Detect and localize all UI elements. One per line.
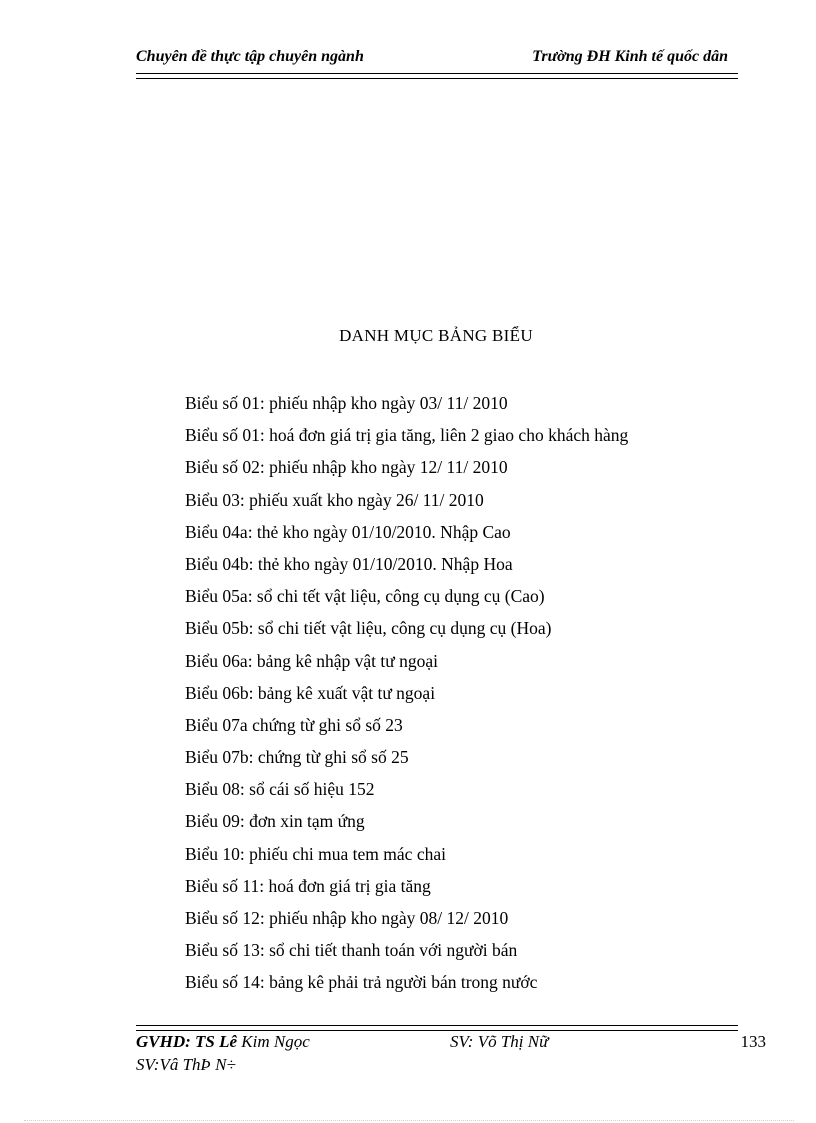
- list-item: Biểu 05a: sổ chi tết vật liệu, công cụ dụng cụ (Cao): [185, 586, 545, 607]
- list-item: Biểu 04b: thẻ kho ngày 01/10/2010. Nhập Hoa: [185, 553, 513, 574]
- page-title: DANH MỤC BẢNG BIỂU: [339, 326, 533, 345]
- list-item: Biểu số 11: hoá đơn giá trị gia tăng: [185, 875, 431, 896]
- list-item: Biểu 04a: thẻ kho ngày 01/10/2010. Nhập Cao: [185, 521, 511, 542]
- student-name-center: SV: Võ Thị Nữ: [450, 1032, 549, 1051]
- list-item: Biểu 06b: bảng kê xuất vật tư ngoại: [185, 682, 436, 703]
- footer-rule: [136, 1025, 738, 1031]
- list-item: Biểu số 12: phiếu nhập kho ngày 08/ 12/ 2010: [185, 908, 509, 928]
- list-item: Biểu 03: phiếu xuất kho ngày 26/ 11/ 2010: [185, 489, 484, 510]
- list-item: Biểu số 01: hoá đơn giá trị gia tăng, liên 2 giao cho khách hàng: [185, 425, 629, 446]
- supervisor-line: [136, 1032, 310, 1052]
- list-item: Biểu số 02: phiếu nhập kho ngày 12/ 11/ 2010: [185, 457, 508, 478]
- list-item: Biểu 06a: bảng kê nhập vật tư ngoại: [185, 650, 438, 671]
- list-item: Biểu 08: sổ cái số hiệu 152: [185, 779, 375, 800]
- header-rule: [136, 73, 738, 79]
- page-number: 133: [740, 1032, 766, 1051]
- supervisor-name: Kim Ngọc: [237, 1032, 310, 1051]
- supervisor-label: GVHD: TS Lê: [136, 1032, 238, 1051]
- list-item: Biểu 07b: chứng từ ghi sổ số 25: [185, 747, 409, 768]
- list-item: Biểu số 13: sổ chi tiết thanh toán với người bán: [185, 940, 518, 961]
- table-list: [185, 391, 628, 1003]
- header-right-text: Trường ĐH Kinh tế quốc dân: [532, 48, 728, 65]
- list-item: Biểu 05b: sổ chi tiết vật liệu, công cụ dụng cụ (Hoa): [185, 618, 552, 639]
- list-item: Biểu 07a chứng từ ghi sổ số 23: [185, 714, 403, 735]
- list-item: Biểu 09: đơn xin tạm ứng: [185, 811, 365, 832]
- list-item: Biểu số 01: phiếu nhập kho ngày 03/ 11/ 2010: [185, 393, 508, 413]
- list-item: Biểu 10: phiếu chi mua tem mác chai: [185, 843, 446, 864]
- page-bottom-border: [24, 1120, 794, 1121]
- list-item: Biểu số 14: bảng kê phải trả người bán trong nước: [185, 972, 538, 993]
- header-left-text: Chuyên đề thực tập chuyên ngành: [136, 48, 364, 65]
- student-name-left: SV:Vâ ThÞ N÷: [136, 1055, 236, 1074]
- page-header: [136, 46, 738, 72]
